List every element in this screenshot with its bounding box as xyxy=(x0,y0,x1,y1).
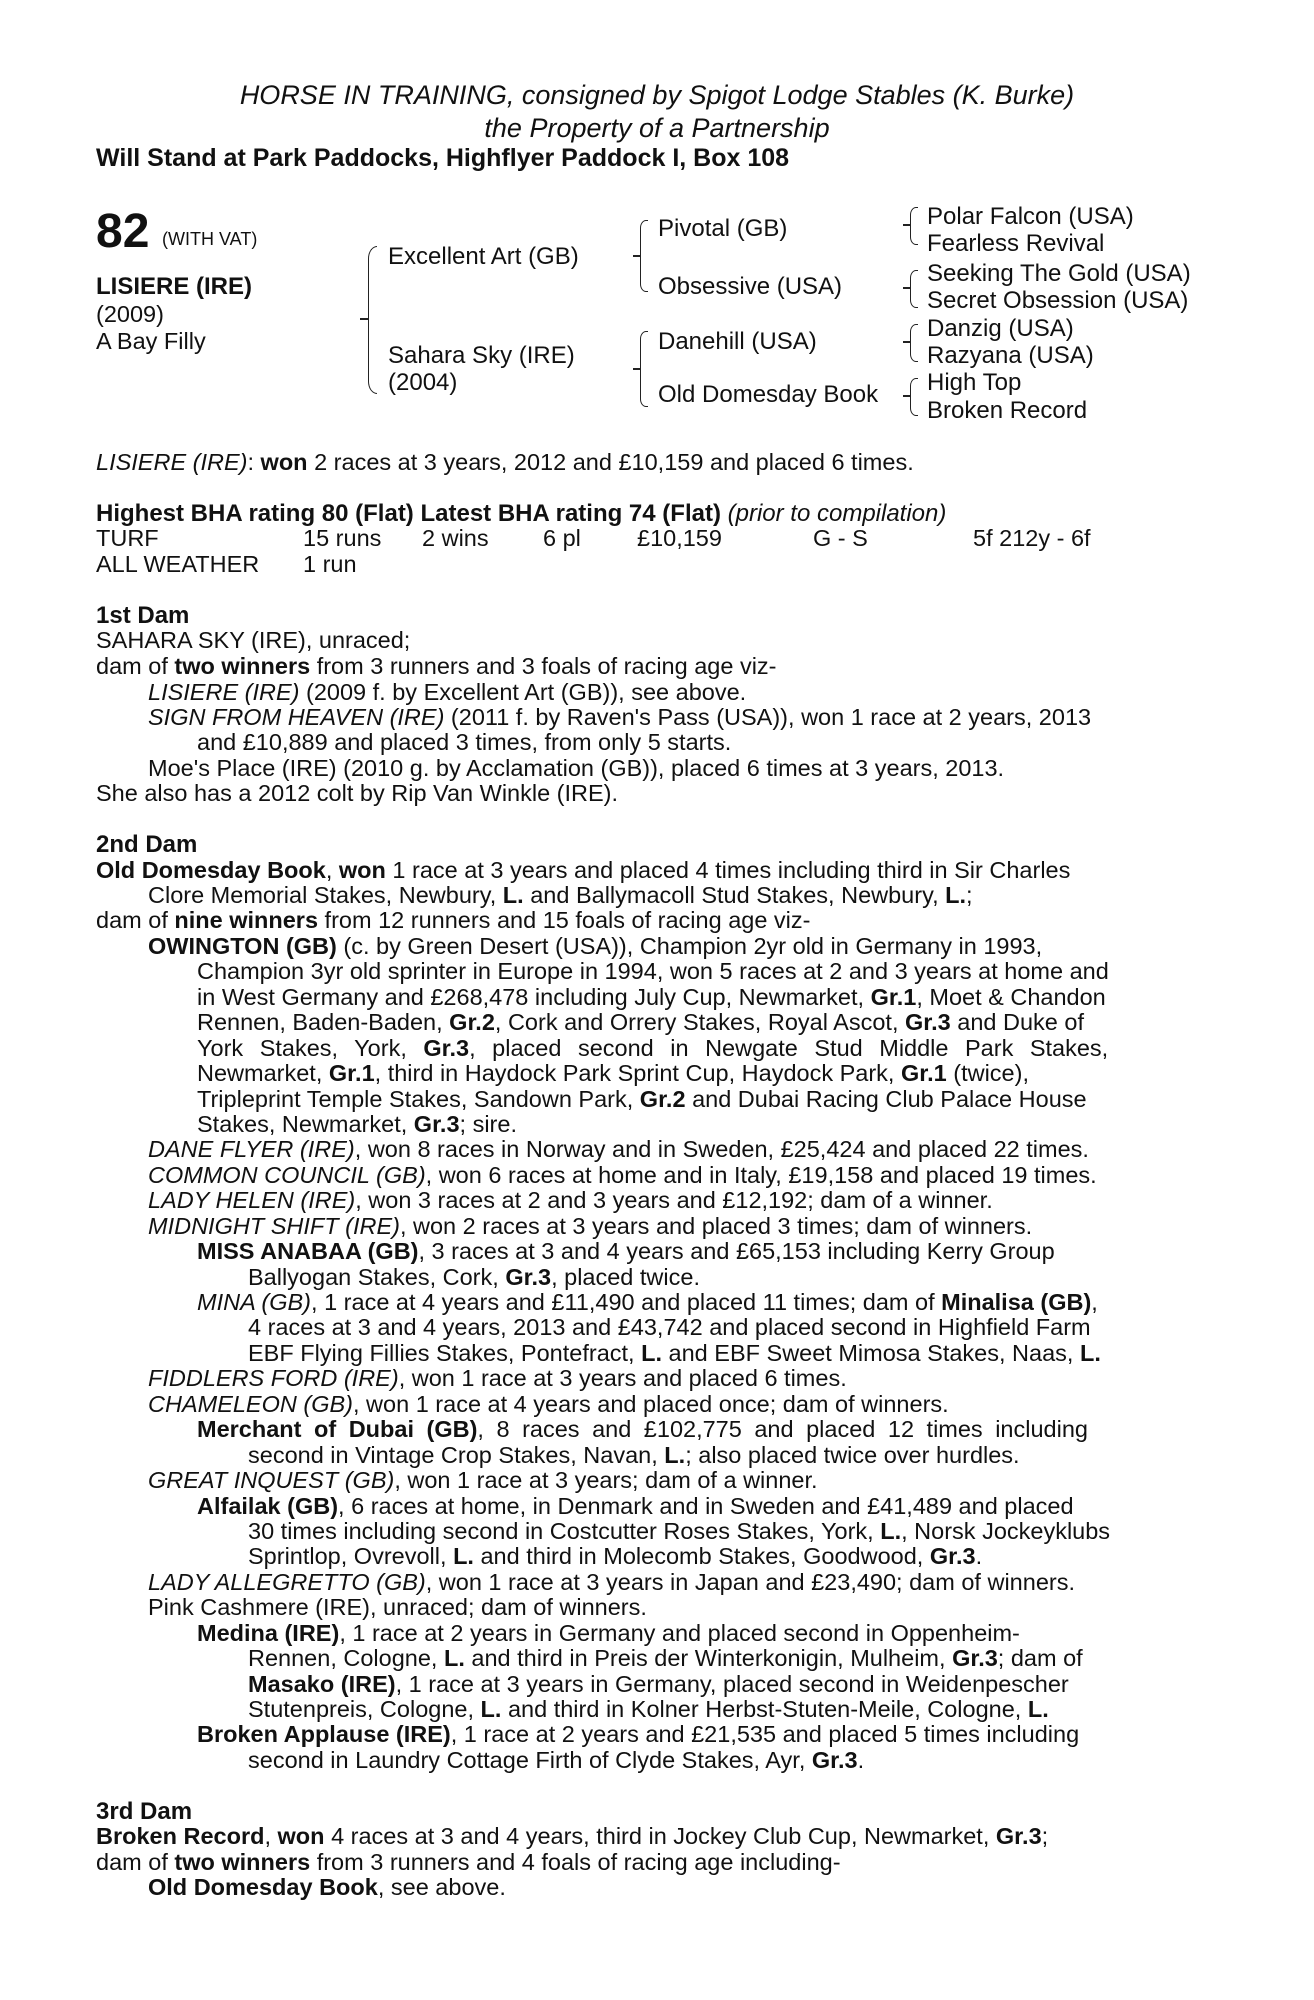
text-span: L. xyxy=(443,1645,465,1671)
first-dam-line: SAHARA SKY (IRE), unraced; xyxy=(96,627,411,653)
text-span: , won 1 race at 3 years; dam of a winner. xyxy=(394,1467,818,1493)
text-span: from 3 runners and 4 foals of racing age including- xyxy=(316,1849,841,1875)
third-dam-line-3 xyxy=(148,1875,506,1901)
pedigree-brace-dam xyxy=(640,331,648,407)
text-span: dam of xyxy=(96,653,168,679)
miss-anabaa-line-1 xyxy=(197,1239,1055,1265)
text-span: , 1 race at 2 years in Germany and placed second in Oppenheim- xyxy=(339,1620,1020,1646)
text-span: DANE FLYER (IRE) xyxy=(148,1136,355,1162)
text-span: (2009 f. by Excellent Art (GB)), see above. xyxy=(306,679,747,705)
text-span: (twice), xyxy=(953,1060,1029,1086)
text-span: Gr.2 xyxy=(449,1009,495,1035)
third-dam-line-2 xyxy=(96,1850,841,1876)
text-span: GREAT INQUEST (GB) xyxy=(148,1467,395,1493)
first-dam-produce-summary xyxy=(96,654,777,680)
pedigree-brace-g56-point xyxy=(903,341,911,343)
text-span: , 6 races at home, in Denmark and in Sweden and £41,489 and placed xyxy=(338,1493,1074,1519)
text-span: 4 races at 3 and 4 years, third in Jockey Club Cup, Newmarket, xyxy=(331,1823,990,1849)
text-span: 30 times including second in Costcutter Roses Stakes, York, xyxy=(248,1518,874,1544)
text-span: , xyxy=(264,1823,271,1849)
text-span: Tripleprint Temple Stakes, Sandown Park, xyxy=(197,1086,634,1112)
pedigree-dam-dam: Old Domesday Book xyxy=(658,381,879,408)
owington-line-3 xyxy=(197,985,1106,1011)
text-span: Gr.3 xyxy=(413,1111,460,1137)
turf-placed: 6 pl xyxy=(543,525,581,551)
text-span: Stutenpreis, Cologne, xyxy=(248,1696,475,1722)
text-span: Gr.3 xyxy=(929,1543,976,1569)
text-span: Merchant of Dubai (GB) xyxy=(197,1416,478,1442)
text-span: Gr.1 xyxy=(328,1060,375,1086)
owington-line-2: Champion 3yr old sprinter in Europe in 1994, won 5 races at 2 and 3 years at home and xyxy=(197,958,1109,984)
second-dam-line-1 xyxy=(96,858,1070,884)
text-span: nine winners xyxy=(174,907,319,933)
text-span: two winners xyxy=(174,653,311,679)
horse-name: LISIERE (IRE) xyxy=(96,273,253,300)
horse-description: A Bay Filly xyxy=(96,328,206,354)
text-span: Gr.1 xyxy=(901,1060,947,1086)
text-span: LADY ALLEGRETTO (GB) xyxy=(148,1569,426,1595)
text-span: EBF Flying Fillies Stakes, Pontefract, xyxy=(248,1340,635,1366)
pedigree-brace-g78-point xyxy=(903,395,911,397)
text-span: Sprintlop, Ovrevoll, xyxy=(248,1543,447,1569)
text-span: . xyxy=(857,1747,865,1773)
text-span: L. xyxy=(1079,1340,1101,1366)
text-span: Minalisa (GB) xyxy=(941,1289,1092,1315)
pedigree-brace-g34 xyxy=(910,270,918,308)
turf-surface: TURF xyxy=(96,525,159,551)
pedigree-dam-sire: Danehill (USA) xyxy=(658,328,817,355)
second-dam-line-2 xyxy=(148,883,973,909)
text-span: L. xyxy=(945,882,967,908)
owington-line-8 xyxy=(197,1112,517,1138)
text-span: Broken Applause (IRE) xyxy=(197,1721,451,1747)
text-span: Gr.1 xyxy=(870,984,917,1010)
text-span: . xyxy=(975,1543,983,1569)
text-span: , 8 races and £102,775 and placed 12 times including xyxy=(477,1416,1088,1442)
text-span: and EBF Sweet Mimosa Stakes, Naas, xyxy=(668,1340,1074,1366)
text-span: L. xyxy=(664,1442,686,1468)
text-span: Gr.3 xyxy=(505,1264,552,1290)
text-span: , see above. xyxy=(377,1874,506,1900)
stand-location: Will Stand at Park Paddocks, Highflyer Paddock I, Box 108 xyxy=(96,144,790,172)
miss-anabaa-line-2 xyxy=(248,1265,700,1291)
text-span: (2011 f. by Raven's Pass (USA)), won 1 race at 2 years, 2013 xyxy=(450,704,1092,730)
masako-line-1 xyxy=(248,1672,1069,1698)
text-span: and Dubai Racing Club Palace House xyxy=(692,1086,1087,1112)
text-span: , won 2 races at 3 years and placed 3 times; dam of winners. xyxy=(399,1213,1033,1239)
text-span: Gr.3 xyxy=(811,1747,858,1773)
pedigree-brace-main xyxy=(368,246,377,394)
text-span: and Duke of xyxy=(957,1009,1084,1035)
text-span: L. xyxy=(641,1340,663,1366)
text-span: two winners xyxy=(174,1849,311,1875)
first-dam-foal-1 xyxy=(148,680,746,706)
race-summary xyxy=(96,450,914,476)
pedigree-brace-g12-point xyxy=(903,224,911,226)
pedigree-gg-5: Danzig (USA) xyxy=(927,315,1074,342)
text-span: , 3 races at 3 and 4 years and £65,153 including Kerry Group xyxy=(418,1238,1055,1264)
pedigree-sire-dam: Obsessive (USA) xyxy=(658,273,843,300)
summary-colon: : xyxy=(247,449,255,475)
turf-wins: 2 wins xyxy=(422,525,489,551)
text-span: Ballyogan Stakes, Cork, xyxy=(248,1264,499,1290)
text-span: , xyxy=(325,857,333,883)
text-span: OWINGTON (GB) xyxy=(148,933,337,959)
text-span: York Stakes, York, xyxy=(197,1035,407,1061)
text-span: , won 3 races at 2 and 3 years and £12,192; dam of a winner. xyxy=(355,1187,993,1213)
pedigree-brace-dam-point xyxy=(633,368,641,370)
second-dam-heading: 2nd Dam xyxy=(96,831,198,858)
text-span: Broken Record xyxy=(96,1823,265,1849)
second-dam-line-3 xyxy=(96,908,810,934)
owington-line-1 xyxy=(148,934,1042,960)
lot-number: 82 xyxy=(96,205,150,258)
pedigree-gg-7: High Top xyxy=(927,369,1022,396)
owington-line-7 xyxy=(197,1087,1087,1113)
text-span: ; xyxy=(1041,1823,1049,1849)
pink-cashmere-line: Pink Cashmere (IRE), unraced; dam of winners. xyxy=(148,1594,647,1620)
merchant-of-dubai-line-1 xyxy=(197,1417,1088,1443)
text-span: dam of xyxy=(96,907,168,933)
text-span: , won 6 races at home and in Italy, £19,158 and placed 19 times. xyxy=(425,1162,1097,1188)
text-span: L. xyxy=(880,1518,902,1544)
text-span: FIDDLERS FORD (IRE) xyxy=(148,1365,399,1391)
text-span: Rennen, Cologne, xyxy=(248,1645,438,1671)
text-span: L. xyxy=(502,882,524,908)
first-dam-heading: 1st Dam xyxy=(96,602,190,629)
mina-line-2: 4 races at 3 and 4 years, 2013 and £43,742 and placed second in Highfield Farm xyxy=(248,1314,1091,1340)
medina-line-1 xyxy=(197,1621,1020,1647)
text-span: won xyxy=(277,1823,325,1849)
text-span: Gr.3 xyxy=(423,1035,470,1061)
text-span: Alfailak (GB) xyxy=(197,1493,339,1519)
text-span: Rennen, Baden-Baden, xyxy=(197,1009,443,1035)
text-span: L. xyxy=(1027,1696,1049,1722)
pedigree-gg-6: Razyana (USA) xyxy=(927,342,1094,369)
pedigree-brace-sire xyxy=(640,220,648,292)
text-span: , won 1 race at 4 years and placed once; dam of winners. xyxy=(353,1391,949,1417)
masako-line-2 xyxy=(248,1697,1049,1723)
text-span: COMMON COUNCIL (GB) xyxy=(148,1162,426,1188)
text-span: and Ballymacoll Stud Stakes, Newbury, xyxy=(530,882,939,908)
aw-surface: ALL WEATHER xyxy=(96,551,260,577)
text-span: MINA (GB) xyxy=(197,1289,312,1315)
text-span: , 1 race at 2 years and £21,535 and placed 5 times including xyxy=(450,1721,1080,1747)
first-dam-foal-2-cont: and £10,889 and placed 3 times, from only 5 starts. xyxy=(197,729,732,755)
bha-ratings xyxy=(96,501,946,527)
fiddlers-ford-line xyxy=(148,1366,847,1392)
text-span: , Norsk Jockeyklubs xyxy=(901,1518,1111,1544)
text-span: Newmarket, xyxy=(197,1060,323,1086)
text-span: second in Laundry Cottage Firth of Clyde Stakes, Ayr, xyxy=(248,1747,806,1773)
summary-won: won xyxy=(260,449,308,475)
ratings-note: (prior to compilation) xyxy=(727,500,947,527)
text-span: , won 8 races in Norway and in Sweden, £25,424 and placed 22 times. xyxy=(354,1136,1089,1162)
pedigree-brace-point xyxy=(360,318,368,320)
text-span: ; sire. xyxy=(459,1111,517,1137)
text-span: CHAMELEON (GB) xyxy=(148,1391,353,1417)
mina-line-1 xyxy=(197,1290,1098,1316)
pedigree-sire: Excellent Art (GB) xyxy=(388,243,579,270)
turf-distance: 5f 212y - 6f xyxy=(973,525,1091,551)
pedigree-dam: Sahara Sky (IRE) xyxy=(388,342,575,369)
text-span: and third in Molecomb Stakes, Goodwood, xyxy=(480,1543,924,1569)
text-span: 1 race at 3 years and placed 4 times including third in Sir Charles xyxy=(392,857,1071,883)
pedigree-brace-g78 xyxy=(910,378,918,416)
consignor-line: HORSE IN TRAINING, consigned by Spigot Lodge Stables (K. Burke) xyxy=(239,80,1075,110)
text-span: won xyxy=(338,857,386,883)
text-span: Medina (IRE) xyxy=(197,1620,340,1646)
text-span: ; xyxy=(966,882,973,908)
text-span: , won 1 race at 3 years in Japan and £23,490; dam of winners. xyxy=(425,1569,1075,1595)
text-span: second in Vintage Crop Stakes, Navan, xyxy=(248,1442,658,1468)
text-span: , Moet & Chandon xyxy=(916,984,1106,1010)
broken-applause-line-2 xyxy=(248,1748,864,1774)
pedigree-brace-g34-point xyxy=(903,287,911,289)
text-span: ; dam of xyxy=(997,1645,1083,1671)
text-span: MISS ANABAA (GB) xyxy=(197,1238,419,1264)
text-span: Gr.3 xyxy=(995,1823,1042,1849)
pedigree-brace-g56 xyxy=(910,324,918,362)
alfailak-line-2 xyxy=(248,1519,1110,1545)
text-span: LISIERE (IRE) xyxy=(148,679,300,705)
text-span: and third in Preis der Winterkonigin, Mulheim, xyxy=(471,1645,946,1671)
pedigree-dam-year: (2004) xyxy=(388,369,458,396)
text-span: from 3 runners and 3 foals of racing age viz- xyxy=(316,653,777,679)
text-span: Gr.3 xyxy=(905,1009,951,1035)
text-span: , placed twice. xyxy=(551,1264,700,1290)
lady-helen-line xyxy=(148,1188,993,1214)
turf-runs: 15 runs xyxy=(303,525,382,551)
pedigree-gg-4: Secret Obsession (USA) xyxy=(927,287,1189,314)
text-span: LADY HELEN (IRE) xyxy=(148,1187,356,1213)
text-span: , 1 race at 4 years and £11,490 and placed 11 times; dam of xyxy=(311,1289,935,1315)
text-span: L. xyxy=(480,1696,502,1722)
vat-note: (WITH VAT) xyxy=(162,229,258,249)
pedigree-brace-sire-point xyxy=(633,255,641,257)
mina-line-3 xyxy=(248,1341,1101,1367)
text-span: , 1 race at 3 years in Germany, placed second in Weidenpescher xyxy=(395,1671,1069,1697)
text-span: (c. by Green Desert (USA)), Champion 2yr old in Germany in 1993, xyxy=(343,933,1043,959)
medina-line-2 xyxy=(248,1646,1083,1672)
text-span: from 12 runners and 15 foals of racing age viz- xyxy=(324,907,811,933)
summary-rest: 2 races at 3 years, 2012 and £10,159 and placed 6 times. xyxy=(314,449,914,475)
third-dam-heading: 3rd Dam xyxy=(96,1798,193,1825)
text-span: Old Domesday Book xyxy=(96,857,326,883)
third-dam-line-1 xyxy=(96,1824,1048,1850)
text-span: Old Domesday Book xyxy=(148,1874,378,1900)
first-dam-foal-2 xyxy=(148,705,1091,731)
pedigree-gg-3: Seeking The Gold (USA) xyxy=(927,260,1191,287)
alfailak-line-1 xyxy=(197,1494,1074,1520)
owner-line: the Property of a Partnership xyxy=(484,113,830,143)
chameleon-line xyxy=(148,1392,949,1418)
pedigree-sire-sire: Pivotal (GB) xyxy=(658,215,788,242)
text-span: , xyxy=(1091,1289,1098,1315)
text-span: Gr.3 xyxy=(952,1645,998,1671)
alfailak-line-3 xyxy=(248,1544,982,1570)
text-span: Stakes, Newmarket, xyxy=(197,1111,408,1137)
midnight-shift-line xyxy=(148,1214,1032,1240)
turf-going: G - S xyxy=(813,525,868,551)
great-inquest-line xyxy=(148,1468,818,1494)
text-span: , placed second in Newgate Stud Middle Park Stakes, xyxy=(469,1035,1109,1061)
owington-line-6 xyxy=(197,1061,1029,1087)
foaling-year: (2009) xyxy=(96,301,164,327)
first-dam-note: She also has a 2012 colt by Rip Van Winkle (IRE). xyxy=(96,780,619,806)
merchant-of-dubai-line-2 xyxy=(248,1443,1020,1469)
text-span: SIGN FROM HEAVEN (IRE) xyxy=(148,704,445,730)
text-span: dam of xyxy=(96,1849,168,1875)
aw-runs: 1 run xyxy=(303,551,357,577)
text-span: Gr.2 xyxy=(639,1086,686,1112)
first-dam-foal-3: Moe's Place (IRE) (2010 g. by Acclamation (GB)), placed 6 times at 3 years, 2013. xyxy=(148,755,1005,781)
text-span: in West Germany and £268,478 including July Cup, Newmarket, xyxy=(197,984,865,1010)
pedigree-gg-1: Polar Falcon (USA) xyxy=(927,203,1134,230)
broken-applause-line-1 xyxy=(197,1722,1079,1748)
text-span: Masako (IRE) xyxy=(248,1671,396,1697)
text-span: MIDNIGHT SHIFT (IRE) xyxy=(148,1213,400,1239)
dane-flyer-line xyxy=(148,1137,1089,1163)
text-span: , third in Haydock Park Sprint Cup, Haydock Park, xyxy=(374,1060,895,1086)
text-span: L. xyxy=(453,1543,474,1569)
pedigree-brace-g12 xyxy=(910,207,918,245)
owington-line-5 xyxy=(197,1036,1108,1062)
pedigree-gg-2: Fearless Revival xyxy=(927,230,1105,257)
summary-name: LISIERE (IRE) xyxy=(96,449,248,475)
pedigree-gg-8: Broken Record xyxy=(927,397,1088,424)
common-council-line xyxy=(148,1163,1097,1189)
turf-prize: £10,159 xyxy=(637,525,722,551)
text-span: Clore Memorial Stakes, Newbury, xyxy=(148,882,497,908)
owington-line-4 xyxy=(197,1010,1084,1036)
text-span: , Cork and Orrery Stakes, Royal Ascot, xyxy=(494,1009,899,1035)
text-span: , won 1 race at 3 years and placed 6 times. xyxy=(398,1365,847,1391)
lady-allegretto-line xyxy=(148,1570,1075,1596)
ratings-text: Highest BHA rating 80 (Flat) Latest BHA rating 74 (Flat) xyxy=(96,500,721,527)
text-span: and third in Kolner Herbst-Stuten-Meile, Cologne, xyxy=(507,1696,1022,1722)
text-span: ; also placed twice over hurdles. xyxy=(685,1442,1020,1468)
